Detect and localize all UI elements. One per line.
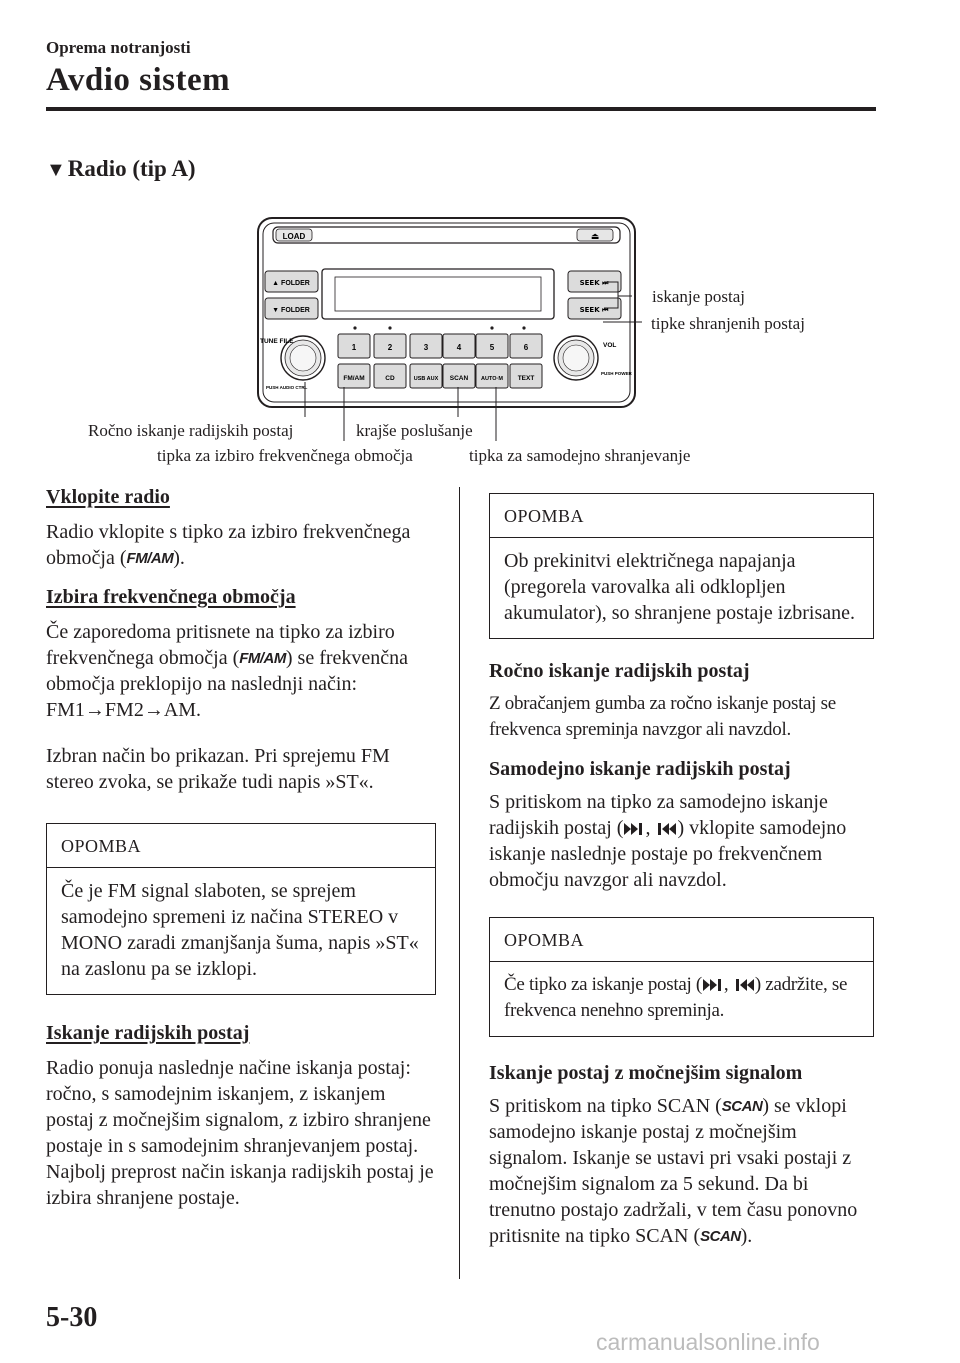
tune-file-label: TUNE FILE bbox=[260, 338, 294, 345]
note-title: OPOMBA bbox=[47, 824, 435, 868]
fm-am-key-icon: FM/AM bbox=[239, 650, 286, 667]
fm-am-label: FM/AM bbox=[343, 375, 365, 382]
preset-5-label: 5 bbox=[489, 343, 495, 352]
heading-band-selection: Izbira frekvenčnega območja bbox=[46, 586, 296, 608]
eject-icon: ⏏ bbox=[590, 232, 600, 242]
callout-auto-memory: tipka za samodejno shranjevanje bbox=[469, 446, 691, 465]
left-column bbox=[46, 483, 436, 1223]
paragraph-text: Radio vklopite s tipko za izbiro frekvenčnega območja ( bbox=[46, 521, 411, 569]
scan-key-icon: SCAN bbox=[700, 1228, 741, 1245]
note-box-fm-signal bbox=[46, 823, 436, 995]
paragraph-text: S pritiskom na tipko za samodejno iskanje radijskih postaj ( bbox=[489, 791, 828, 839]
triangle-icon: ▼ bbox=[46, 159, 66, 181]
scan-label: SCAN bbox=[449, 375, 469, 382]
paragraph-scan-tuning bbox=[489, 1093, 874, 1249]
heading-station-search: Iskanje radijskih postaj bbox=[46, 1022, 250, 1044]
paragraph-text: ) se frekvenčna območja preklopijo na naslednji način: FM1→FM2→AM. bbox=[46, 647, 409, 721]
note-text: , bbox=[723, 974, 733, 995]
note-title: OPOMBA bbox=[490, 918, 873, 962]
paragraph-seek-tuning bbox=[489, 789, 874, 893]
paragraph-manual-tuning: Z obračanjem gumba za ročno iskanje postaj se frekvenca spreminja navzgor ali navzdol. bbox=[489, 693, 836, 740]
scan-key-icon: SCAN bbox=[721, 1098, 763, 1115]
usb-aux-label: USB AUX bbox=[413, 376, 439, 382]
push-power-label: PUSH POWER bbox=[601, 371, 632, 376]
paragraph-text: S pritiskom na tipko SCAN ( bbox=[489, 1095, 722, 1117]
preset-4-label: 4 bbox=[456, 343, 462, 352]
paragraph-text: ). bbox=[740, 1225, 753, 1247]
page-number: 5-30 bbox=[46, 1302, 98, 1333]
note-text: ) zadržite, se frekvenca nenehno spreminja. bbox=[504, 974, 848, 1021]
note-body bbox=[490, 962, 873, 1036]
right-column bbox=[489, 483, 874, 1261]
seek-forward-icon bbox=[623, 822, 645, 836]
paragraph-turn-on bbox=[46, 519, 436, 571]
note-title: OPOMBA bbox=[490, 494, 873, 538]
callout-seek: iskanje postaj bbox=[652, 287, 746, 306]
heading-turn-on-radio: Vklopite radio bbox=[46, 486, 170, 508]
heading-scan-tuning: Iskanje postaj z močnejšim signalom bbox=[489, 1062, 803, 1084]
callout-band-select: tipka za izbiro frekvenčnega območja bbox=[157, 446, 413, 465]
text-label: TEXT bbox=[517, 375, 535, 382]
seek-backward-icon bbox=[733, 978, 755, 992]
paragraph-text: ) se vklopi samodejno iskanje postaj z močnejšim signalom. Iskanje se ustavi pri vsaki postaji z močnejšim signalom za 5 sekund. Da bi trenutno postajo zadržali, v tem času ponovno pritisnite na tipko SCAN ( bbox=[489, 1095, 858, 1247]
note-box-hold-seek bbox=[489, 917, 874, 1037]
paragraph-band-selection bbox=[46, 619, 436, 723]
fm-am-key-icon: FM/AM bbox=[126, 550, 174, 567]
paragraph-search-methods: Radio ponuja naslednje načine iskanja postaj: ročno, s samodejnim iskanjem, z iskanjem postaj z močnejšim signalom, z izbiro shranjene postaje in s samodejnim shranjevanjem postaj. Najbolj preprost način iskanja radijskih postaj je izbira shranjene postaje. bbox=[46, 1057, 434, 1209]
heading-seek-tuning: Samodejno iskanje radijskih postaj bbox=[489, 758, 791, 780]
paragraph-text: ) vklopite samodejno iskanje naslednje postaje po frekvenčnem območju navzgor ali navzdol. bbox=[489, 817, 847, 891]
heading-manual-tuning: Ročno iskanje radijskih postaj bbox=[489, 660, 750, 682]
push-audio-ctrl-label: PUSH AUDIO CTRL bbox=[266, 385, 308, 390]
seek-forward-icon bbox=[702, 978, 724, 992]
section-title: Avdio sistem bbox=[46, 62, 231, 98]
seek-backward-icon bbox=[655, 822, 677, 836]
note-text: Če tipko za iskanje postaj ( bbox=[504, 974, 702, 995]
callout-presets: tipke shranjenih postaj bbox=[651, 314, 805, 333]
section-subtitle: Oprema notranjosti bbox=[46, 38, 191, 57]
preset-3-label: 3 bbox=[423, 343, 429, 352]
callout-manual-tuning: Ročno iskanje radijskih postaj bbox=[88, 421, 294, 440]
folder-up-label: ▲ FOLDER bbox=[272, 280, 310, 287]
load-label: LOAD bbox=[282, 232, 306, 241]
folder-down-label: ▼ FOLDER bbox=[272, 307, 310, 314]
paragraph-text: ). bbox=[173, 547, 185, 569]
paragraph-text: , bbox=[645, 817, 656, 839]
paragraph-text: Če zaporedoma pritisnete na tipko za izbiro frekvenčnega območja ( bbox=[46, 621, 395, 669]
note-box-power-loss bbox=[489, 493, 874, 639]
paragraph-mode-display: Izbran način bo prikazan. Pri sprejemu FM stereo zvoka, se prikaže tudi napis »ST«. bbox=[46, 745, 390, 793]
seek-down-label: SEEK ⏮ bbox=[579, 306, 609, 314]
preset-1-label: 1 bbox=[351, 343, 357, 352]
note-body: Ob prekinitvi električnega napajanja (pregorela varovalka ali odklopljen akumulator), so shranjene postaje izbrisane. bbox=[504, 550, 855, 624]
auto-m-label: AUTO·M bbox=[481, 376, 503, 382]
seek-up-label: SEEK ⏭ bbox=[579, 279, 609, 287]
callout-scan: krajše poslušanje bbox=[356, 421, 473, 440]
note-body: Če je FM signal slaboten, se sprejem samodejno spremeni iz načina STEREO v MONO zaradi zmanjšanja šuma, napis »ST« na zaslonu pa se izklopi. bbox=[61, 880, 419, 980]
vol-label: VOL bbox=[603, 342, 617, 349]
radio-heading-text: Radio (tip A) bbox=[67, 156, 196, 181]
preset-2-label: 2 bbox=[387, 343, 393, 352]
preset-6-label: 6 bbox=[523, 343, 529, 352]
watermark: carmanualsonline.info bbox=[596, 1329, 820, 1355]
cd-label: CD bbox=[385, 375, 395, 382]
column-divider bbox=[459, 487, 460, 1279]
callout-leaders bbox=[0, 0, 960, 480]
